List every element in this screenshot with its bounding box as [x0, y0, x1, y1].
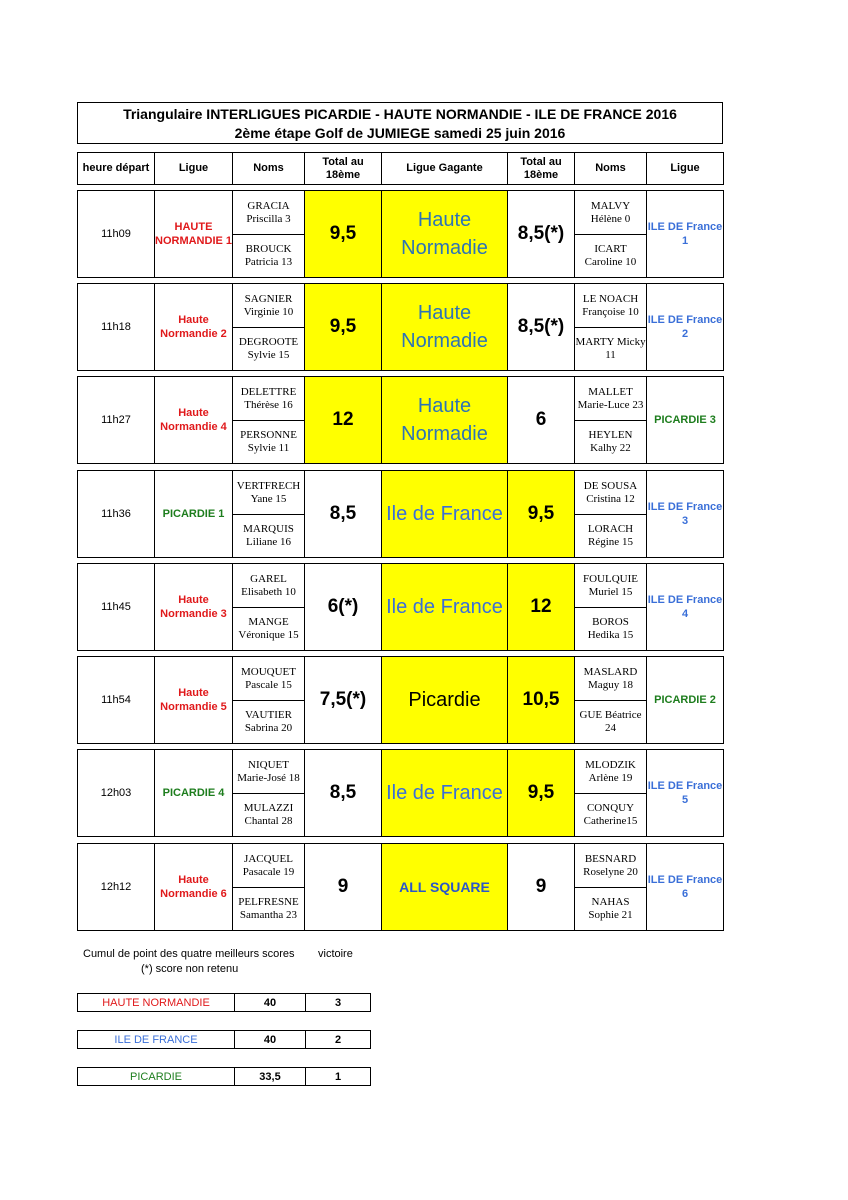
right-ligue: PICARDIE 3	[647, 377, 724, 464]
match-table	[77, 656, 724, 744]
winning-ligue: ALL SQUARE	[382, 844, 508, 931]
match-table	[77, 749, 724, 837]
start-time: 11h36	[78, 471, 155, 558]
start-time: 11h54	[78, 657, 155, 744]
summary-table	[77, 1067, 371, 1086]
header-total-2: Total au 18ème	[508, 153, 575, 185]
header-row	[77, 152, 724, 185]
left-score: 8,5	[305, 471, 382, 558]
header-ligue-gagnante: Ligue Gagante	[382, 153, 508, 185]
match-table	[77, 283, 724, 371]
winning-ligue: Haute Normadie	[382, 284, 508, 371]
left-player-2: MULAZZI Chantal 28	[233, 794, 305, 837]
left-player-1: MOUQUET Pascale 15	[233, 657, 305, 701]
left-player-1: SAGNIER Virginie 10	[233, 284, 305, 328]
start-time: 11h09	[78, 191, 155, 278]
left-player-1: NIQUET Marie-José 18	[233, 750, 305, 794]
right-player-2: HEYLEN Kalhy 22	[575, 421, 647, 464]
right-player-1: DE SOUSA Cristina 12	[575, 471, 647, 515]
left-ligue: PICARDIE 1	[155, 471, 233, 558]
start-time: 12h12	[78, 844, 155, 931]
right-score: 12	[508, 564, 575, 651]
left-ligue: Haute Normandie 6	[155, 844, 233, 931]
right-score: 9,5	[508, 471, 575, 558]
left-score: 12	[305, 377, 382, 464]
summary-ligue: ILE DE FRANCE	[78, 1031, 235, 1049]
match-table	[77, 470, 724, 558]
winning-ligue: Ile de France	[382, 750, 508, 837]
match-table	[77, 190, 724, 278]
left-player-2: PERSONNE Sylvie 11	[233, 421, 305, 464]
summary-points: 33,5	[235, 1068, 306, 1086]
left-player-1: GRACIA Priscilla 3	[233, 191, 305, 235]
right-player-2: LORACH Régine 15	[575, 515, 647, 558]
left-score: 8,5	[305, 750, 382, 837]
right-player-1: MALLET Marie-Luce 23	[575, 377, 647, 421]
right-ligue: ILE DE France 2	[647, 284, 724, 371]
right-ligue: ILE DE France 1	[647, 191, 724, 278]
left-score: 6(*)	[305, 564, 382, 651]
summary-points: 40	[235, 1031, 306, 1049]
right-player-1: BESNARD Roselyne 20	[575, 844, 647, 888]
header-total: Total au 18ème	[305, 153, 382, 185]
right-score: 9	[508, 844, 575, 931]
left-score: 9	[305, 844, 382, 931]
winning-ligue: Picardie	[382, 657, 508, 744]
header-heure: heure départ	[78, 153, 155, 185]
summary-points: 40	[235, 994, 306, 1012]
left-ligue: Haute Normandie 5	[155, 657, 233, 744]
right-player-1: MASLARD Maguy 18	[575, 657, 647, 701]
left-ligue: Haute Normandie 2	[155, 284, 233, 371]
summary-table	[77, 1030, 371, 1049]
right-ligue: ILE DE France 3	[647, 471, 724, 558]
right-player-1: MLODZIK Arlène 19	[575, 750, 647, 794]
right-ligue: ILE DE France 5	[647, 750, 724, 837]
right-score: 9,5	[508, 750, 575, 837]
winning-ligue: Haute Normadie	[382, 191, 508, 278]
winning-ligue: Haute Normadie	[382, 377, 508, 464]
left-player-2: PELFRESNE Samantha 23	[233, 888, 305, 931]
left-player-2: VAUTIER Sabrina 20	[233, 701, 305, 744]
header-ligue-2: Ligue	[647, 153, 724, 185]
right-player-2: NAHAS Sophie 21	[575, 888, 647, 931]
right-ligue: ILE DE France 6	[647, 844, 724, 931]
header-noms: Noms	[233, 153, 305, 185]
start-time: 11h45	[78, 564, 155, 651]
start-time: 12h03	[78, 750, 155, 837]
right-score: 6	[508, 377, 575, 464]
title-line-1: Triangulaire INTERLIGUES PICARDIE - HAUTE NORMANDIE - ILE DE FRANCE 2016	[123, 106, 677, 122]
right-player-2: BOROS Hedika 15	[575, 608, 647, 651]
summary-victoires: 1	[306, 1068, 371, 1086]
right-player-2: MARTY Micky 11	[575, 328, 647, 371]
left-ligue: Haute Normandie 4	[155, 377, 233, 464]
match-table	[77, 563, 724, 651]
match-table	[77, 376, 724, 464]
left-player-2: MANGE Véronique 15	[233, 608, 305, 651]
right-player-1: LE NOACH Françoise 10	[575, 284, 647, 328]
winning-ligue: Ile de France	[382, 564, 508, 651]
note-cumul: Cumul de point des quatre meilleurs scores	[83, 948, 295, 960]
left-player-1: JACQUEL Pasacale 19	[233, 844, 305, 888]
right-score: 8,5(*)	[508, 284, 575, 371]
right-score: 8,5(*)	[508, 191, 575, 278]
note-retenu: (*) score non retenu	[141, 963, 239, 975]
right-player-1: FOULQUIE Muriel 15	[575, 564, 647, 608]
right-ligue: PICARDIE 2	[647, 657, 724, 744]
right-player-1: MALVY Hélène 0	[575, 191, 647, 235]
right-player-2: ICART Caroline 10	[575, 235, 647, 278]
left-score: 9,5	[305, 284, 382, 371]
document-title	[77, 102, 723, 144]
summary-ligue: PICARDIE	[78, 1068, 235, 1086]
summary-ligue: HAUTE NORMANDIE	[78, 994, 235, 1012]
left-ligue: HAUTE NORMANDIE 1	[155, 191, 233, 278]
left-player-2: DEGROOTE Sylvie 15	[233, 328, 305, 371]
winning-ligue: Ile de France	[382, 471, 508, 558]
header-ligue: Ligue	[155, 153, 233, 185]
left-ligue: Haute Normandie 3	[155, 564, 233, 651]
match-table	[77, 843, 724, 931]
summary-victoires: 2	[306, 1031, 371, 1049]
start-time: 11h27	[78, 377, 155, 464]
left-player-1: DELETTRE Thérèse 16	[233, 377, 305, 421]
left-player-1: VERTFRECH Yane 15	[233, 471, 305, 515]
start-time: 11h18	[78, 284, 155, 371]
right-ligue: ILE DE France 4	[647, 564, 724, 651]
summary-table	[77, 993, 371, 1012]
left-ligue: PICARDIE 4	[155, 750, 233, 837]
title-line-2: 2ème étape Golf de JUMIEGE samedi 25 juin 2016	[234, 125, 566, 141]
left-player-2: MARQUIS Liliane 16	[233, 515, 305, 558]
left-score: 7,5(*)	[305, 657, 382, 744]
right-score: 10,5	[508, 657, 575, 744]
header-noms-2: Noms	[575, 153, 647, 185]
left-player-1: GAREL Elisabeth 10	[233, 564, 305, 608]
summary-victoires: 3	[306, 994, 371, 1012]
left-player-2: BROUCK Patricia 13	[233, 235, 305, 278]
right-player-2: CONQUY Catherine15	[575, 794, 647, 837]
note-victoire: victoire	[318, 948, 353, 960]
right-player-2: GUE Béatrice 24	[575, 701, 647, 744]
left-score: 9,5	[305, 191, 382, 278]
